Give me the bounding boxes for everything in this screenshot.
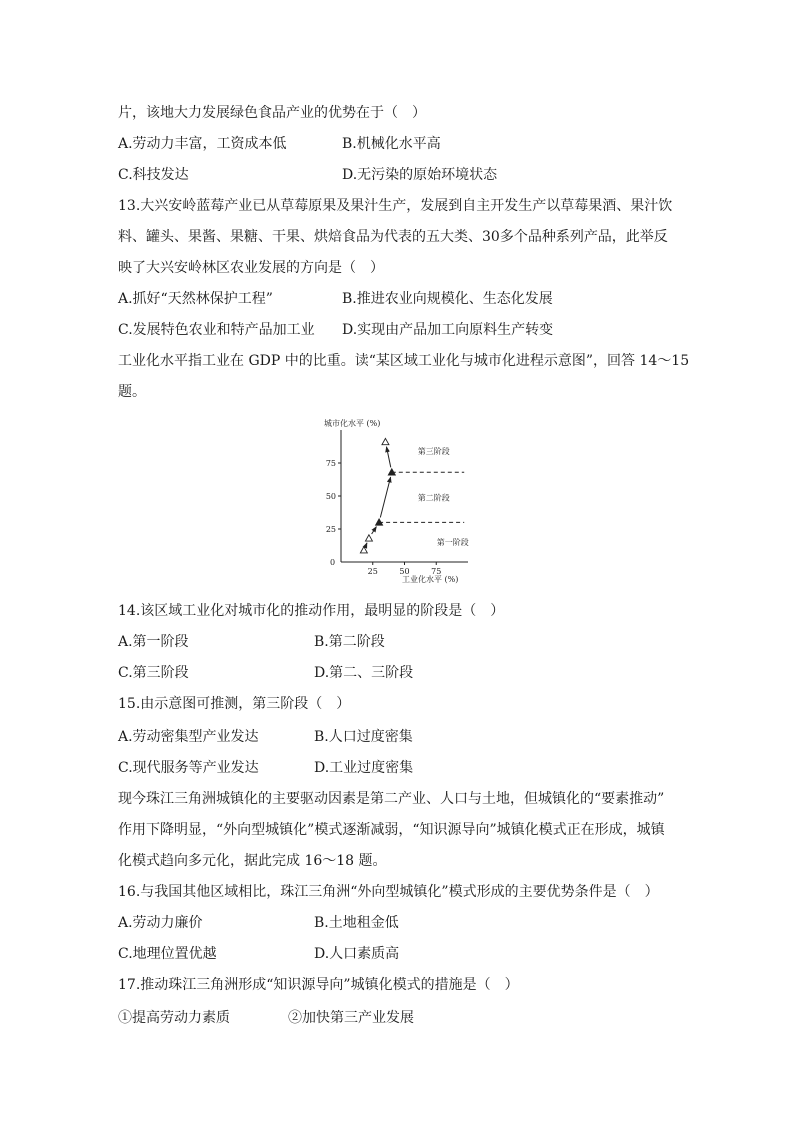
q12-option-b[interactable]: B.机械化水平高 (342, 136, 441, 152)
data-point-triangle (360, 547, 367, 553)
stage-label: 第二阶段 (417, 493, 450, 503)
data-point-triangle (365, 535, 372, 541)
x-tick-label: 25 (367, 567, 378, 576)
q14-option-c[interactable]: C.第三阶段 (118, 665, 189, 681)
q15-option-a[interactable]: A.劳动密集型产业发达 (118, 729, 259, 745)
q15-option-b[interactable]: B.人口过度密集 (314, 729, 413, 745)
q14-stem: 14.该区域工业化对城市化的推动作用，最明显的阶段是（ ） (118, 603, 505, 619)
data-point-triangle (382, 438, 389, 444)
passage1-line2: 题。 (118, 384, 146, 400)
q12-option-d[interactable]: D.无污染的原始环境状态 (342, 167, 498, 183)
q14-option-b[interactable]: B.第二阶段 (314, 634, 385, 650)
trend-arrow (380, 477, 390, 517)
origin-label: 0 (330, 558, 336, 567)
stage-label: 第三阶段 (417, 447, 450, 457)
q16-option-a[interactable]: A.劳动力廉价 (118, 915, 203, 931)
q15-option-c[interactable]: C.现代服务等产业发达 (118, 760, 259, 776)
q15-stem: 15.由示意图可推测，第三阶段（ ） (118, 696, 351, 712)
q12-option-c[interactable]: C.科技发达 (118, 167, 189, 183)
trend-arrow (372, 527, 377, 534)
passage2-line2: 作用下降明显，“外向型城镇化”模式逐渐减弱，“知识源导向”城镇化模式正在形成，城镇 (118, 822, 665, 838)
q16-option-c[interactable]: C.地理位置优越 (118, 946, 217, 962)
q13-option-b[interactable]: B.推进农业向规模化、生态化发展 (342, 291, 553, 307)
q14-option-a[interactable]: A.第一阶段 (118, 634, 189, 650)
passage1-line1: 工业化水平指工业在 GDP 中的比重。读“某区域工业化与城市化进程示意图”，回答 14～15 (118, 353, 690, 369)
q17-stem: 17.推动珠江三角洲形成“知识源导向”城镇化模式的措施是（ ） (118, 977, 519, 993)
q16-stem: 16.与我国其他区域相比，珠江三角洲“外向型城镇化”模式形成的主要优势条件是（ ） (118, 884, 659, 900)
q16-option-b[interactable]: B.土地租金低 (314, 915, 399, 931)
y-axis-label: 城市化水平 (%) (324, 419, 381, 428)
q12-option-a[interactable]: A.劳动力丰富，工资成本低 (118, 136, 287, 152)
urbanization-chart (318, 412, 478, 588)
q13-option-a[interactable]: A.抓好“天然林保护工程” (118, 291, 273, 307)
trend-arrow (386, 447, 390, 468)
q13-option-c[interactable]: C.发展特色农业和特产品加工业 (118, 322, 315, 338)
q13-stem-line1: 13.大兴安岭蓝莓产业已从草莓原果及果汁生产，发展到自主开发生产以草莓果酒、果汁饮 (118, 198, 673, 214)
x-axis-label: 工业化水平 (%) (402, 575, 459, 584)
stage-label: 第一阶段 (436, 538, 469, 548)
y-tick-label: 25 (325, 525, 336, 534)
q15-option-d[interactable]: D.工业过度密集 (314, 760, 414, 776)
q13-stem-line3: 映了大兴安岭林区农业发展的方向是（ ） (118, 260, 384, 276)
q17-item-2[interactable]: ②加快第三产业发展 (288, 1010, 414, 1026)
q16-option-d[interactable]: D.人口素质高 (314, 946, 400, 962)
passage2-line1: 现今珠江三角洲城镇化的主要驱动因素是第二产业、人口与土地，但城镇化的“要素推动” (118, 791, 665, 807)
trend-arrow (366, 543, 367, 546)
x-tick-label: 75 (431, 567, 442, 576)
q12-stem-tail: 片，该地大力发展绿色食品产业的优势在于（ ） (118, 105, 426, 121)
y-tick-label: 75 (325, 459, 336, 468)
q14-option-d[interactable]: D.第二、三阶段 (314, 665, 414, 681)
chart-svg (318, 412, 478, 588)
passage2-line3: 化模式趋向多元化，据此完成 16～18 题。 (118, 853, 387, 869)
q13-stem-line2: 料、罐头、果酱、果糖、干果、烘焙食品为代表的五大类、30多个品种系列产品，此举反 (118, 229, 668, 245)
y-tick-label: 50 (325, 492, 336, 501)
x-tick-label: 50 (399, 567, 410, 576)
q13-option-d[interactable]: D.实现由产品加工向原料生产转变 (342, 322, 554, 338)
q17-item-1[interactable]: ①提高劳动力素质 (118, 1010, 230, 1026)
